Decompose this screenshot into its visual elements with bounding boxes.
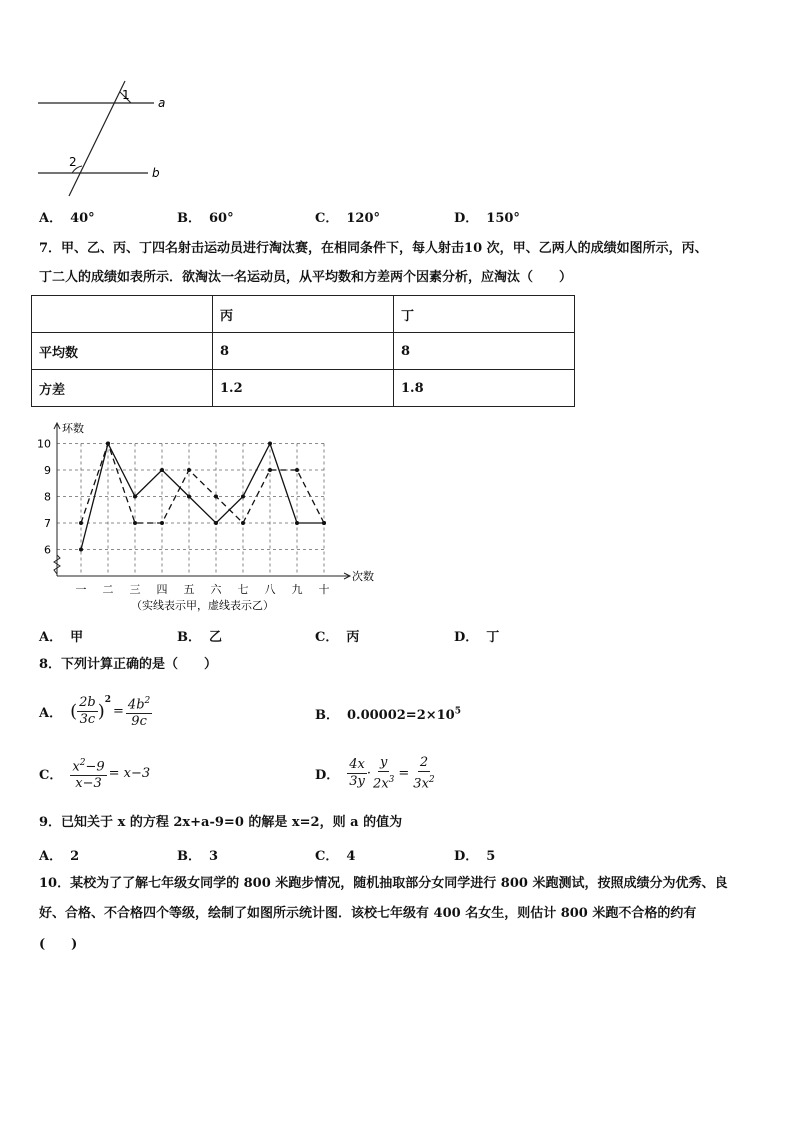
data-point [160, 468, 164, 472]
table-cell: 平均数 [32, 333, 213, 370]
table-cell: 1.2 [213, 370, 394, 407]
x-tick-label: 六 [210, 583, 222, 596]
data-point [79, 521, 83, 525]
data-point [268, 468, 272, 472]
q9-option-c: C． 4 [315, 849, 356, 864]
data-point [133, 521, 137, 525]
table-cell: 8 [394, 333, 575, 370]
data-point [187, 495, 191, 499]
q6-option-c: C． 120° [315, 211, 380, 226]
chart-labels [37, 421, 374, 612]
data-point [160, 521, 164, 525]
data-point [106, 442, 110, 446]
data-point [268, 442, 272, 446]
q9-option-b: B． 3 [177, 849, 219, 864]
q7-stem-line1: 7．甲、乙、丙、丁四名射击运动员进行淘汰赛，在相同条件下，每人射击10 次，甲、乙两人的成绩如图所示，丙、 [39, 241, 708, 256]
table-cell: 丙 [213, 296, 394, 333]
line-b-label: b [152, 166, 160, 180]
y-tick-label: 6 [44, 543, 51, 557]
q9-option-a: A． 2 [39, 849, 80, 864]
q6-option-b: B． 60° [177, 211, 234, 226]
shooting-score-chart [30, 415, 390, 615]
table-cell: 方差 [32, 370, 213, 407]
q7-stem-line2: 丁二人的成绩如表所示．欲淘汰一名运动员，从平均数和方差两个因素分析，应淘汰（ ） [39, 270, 573, 285]
q10-stem-line3: ( ) [39, 937, 78, 952]
q7-option-c: C． 丙 [315, 630, 360, 645]
chart-axes [54, 423, 350, 579]
x-tick-label: 一 [75, 583, 87, 596]
chart-grid [57, 444, 324, 577]
table-cell [32, 296, 213, 333]
x-axis-label: 次数 [352, 570, 374, 583]
transversal-line [69, 81, 125, 196]
q9-stem: 9．已知关于 x 的方程 2x+a-9=0 的解是 x=2，则 a 的值为 [39, 815, 403, 830]
x-tick-label: 三 [129, 583, 141, 596]
q6-option-d: D． 150° [454, 211, 520, 226]
table-row [32, 333, 575, 370]
data-point [214, 495, 218, 499]
x-tick-label: 九 [291, 583, 303, 596]
y-tick-label: 9 [44, 464, 51, 477]
data-point [133, 495, 137, 499]
y-axis-label: 环数 [62, 422, 84, 435]
y-tick-label: 10 [37, 437, 51, 451]
x-tick-label: 四 [156, 583, 168, 596]
table-row [32, 370, 575, 407]
data-point [79, 548, 83, 552]
data-point [295, 521, 299, 525]
q7-option-d: D． 丁 [454, 630, 500, 645]
table-cell: 8 [213, 333, 394, 370]
q6-option-a: A． 40° [39, 211, 95, 226]
y-tick-label: 7 [44, 517, 51, 530]
q7-score-table [31, 295, 575, 407]
data-point [295, 468, 299, 472]
table-cell: 丁 [394, 296, 575, 333]
q10-stem-line1: 10．某校为了了解七年级女同学的 800 米跑步情况，随机抽取部分女同学进行 800 米跑测试，按照成绩分为优秀、良 [39, 876, 728, 891]
y-tick-label: 8 [44, 490, 51, 504]
q9-option-d: D． 5 [454, 849, 496, 864]
q10-stem-line2: 好、合格、不合格四个等级，绘制了如图所示统计图．该校七年级有 400 名女生，则估计 800 米跑不合格的约有 [39, 906, 697, 921]
q8-option-b: B． $0.00002=2\times 10^5$ [315, 706, 461, 723]
q8-option-d: D． $\frac{4x}{3y}$ · $\frac{y}{2x^3}$ = $\frac{2}{3x^2}$ [315, 755, 435, 792]
x-tick-label: 七 [237, 583, 249, 596]
parallel-lines-figure [36, 78, 176, 200]
q8-option-a: A． ( $\frac{2b}{3c}$ )$^2$= $\frac{4b^2}{9c}$ [39, 694, 151, 730]
chart-caption: （实线表示甲，虚线表示乙） [131, 599, 274, 612]
data-point [187, 468, 191, 472]
x-tick-label: 二 [102, 583, 114, 596]
data-point [214, 521, 218, 525]
q8-stem: 8．下列计算正确的是（ ） [39, 657, 218, 672]
x-tick-label: 十 [318, 583, 330, 596]
q7-option-b: B． 乙 [177, 630, 223, 645]
data-point [241, 521, 245, 525]
q8-option-c: C． $\frac{x^2-9}{x-3}$ = x−3 [39, 755, 150, 792]
x-tick-label: 八 [264, 583, 276, 596]
q7-option-a: A． 甲 [39, 630, 84, 645]
x-tick-label: 五 [183, 583, 195, 596]
data-point [322, 521, 326, 525]
angle-2-label: 2 [69, 155, 77, 169]
line-a-label: a [158, 96, 166, 110]
table-header-row [32, 296, 575, 333]
series-line-yi [81, 444, 324, 524]
table-cell: 1.8 [394, 370, 575, 407]
angle-1-label: 1 [122, 88, 130, 102]
data-point [241, 495, 245, 499]
